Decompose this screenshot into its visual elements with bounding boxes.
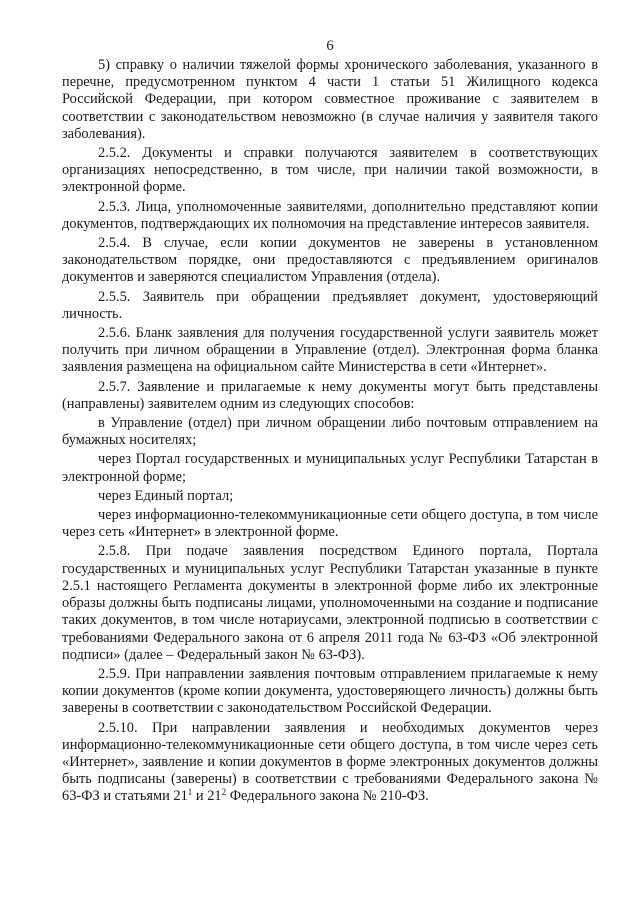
paragraph-2-5-4: 2.5.4. В случае, если копии документов не заверены в установленном законодательством порядке, они предоставляются с предъявлением оригиналов документов и заверяются специалистом Управления (отдела). xyxy=(62,235,598,286)
paragraph-2-5-10 xyxy=(62,720,598,806)
list-item-unified-portal: через Единый портал; xyxy=(98,487,234,504)
list-item-tatarstan-portal: через Портал государственных и муниципальных услуг Республики Татарстан в электронной форме; xyxy=(62,451,598,485)
page-number: 6 xyxy=(326,38,334,54)
paragraph-2-5-7: 2.5.7. Заявление и прилагаемые к нему документы могут быть представлены (направлены) заявителем одним из следующих способов: xyxy=(62,378,598,412)
document-body xyxy=(62,57,598,806)
paragraph-2-5-10-text-before: 2.5.10. При направлении заявления и необходимых документов через информационно-телекоммуникационные сети общего доступа, в том числе через сеть «Интернет», заявление и копии документов в форме электронных документов должны быть подписаны (заверены) в соответствии с требованиями Федерального закона № 63-ФЗ и статьями 21 xyxy=(62,719,598,805)
paragraph-2-5-8: 2.5.8. При подаче заявления посредством Единого портала, Портала государственных и муниципальных услуг Республики Татарстан указанные в пункте 2.5.1 настоящего Регламента документы в электронной форме либо их электронные образы должны быть подписаны лицами, уполномоченными на создание и подписание таких документов, в том числе нотариусами, электронной подписью в соответствии с требованиями Федерального закона от 6 апреля 2011 года № 63-ФЗ «Об электронной подписи» (далее – Федеральный закон № 63-ФЗ). xyxy=(62,543,598,663)
paragraph-2-5-2: 2.5.2. Документы и справки получаются заявителем в соответствующих организациях непосредственно, в том числе, при наличии такой возможности, в электронной форме. xyxy=(62,145,598,196)
paragraph-2-5-9: 2.5.9. При направлении заявления почтовым отправлением прилагаемые к нему копии документов (кроме копии документа, удостоверяющего личность) должны быть заверены в соответствии с законодательством Российской Федерации. xyxy=(62,665,598,717)
paragraph-item-5: 5) справку о наличии тяжелой формы хронического заболевания, указанного в перечне, предусмотренном пунктом 4 части 1 статьи 51 Жилищного кодекса Российской Федерации, при котором совместное проживание с заявителем в соответствии с законодательством невозможно (в случае наличия у заявителя такого заболевания). xyxy=(62,57,598,142)
list-item-in-person: в Управление (отдел) при личном обращении либо почтовым отправлением на бумажных носителях; xyxy=(62,415,598,449)
list-item-internet: через информационно-телекоммуникационные сети общего доступа, в том числе через сеть «Интернет» в электронной форме. xyxy=(62,507,598,541)
paragraph-2-5-6: 2.5.6. Бланк заявления для получения государственной услуги заявитель может получить при личном обращении в Управление (отдел). Электронная форма бланка заявления размещена на официальном сайте Министерства в сети «Интернет». xyxy=(62,325,598,376)
paragraph-2-5-3: 2.5.3. Лица, уполномоченные заявителями, дополнительно представляют копии документов, подтверждающих их полномочия на представление интересов заявителя. xyxy=(62,198,598,232)
paragraph-2-5-10-text-middle: и 21 xyxy=(192,788,222,805)
paragraph-2-5-5: 2.5.5. Заявитель при обращении предъявляет документ, удостоверяющий личность. xyxy=(62,288,598,322)
superscript-2: 2 xyxy=(221,787,227,798)
paragraph-2-5-10-text-after: Федерального закона № 210-ФЗ. xyxy=(226,788,429,805)
superscript-1: 1 xyxy=(187,787,193,798)
